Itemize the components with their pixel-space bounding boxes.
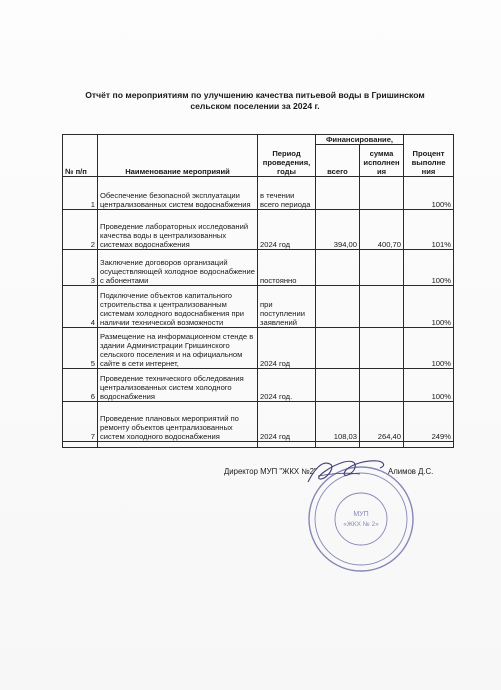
row-name: Подключение объектов капитального строительства к централизованным системам холодного водоснабжения при наличии технической возможности: [98, 286, 258, 328]
table-header-row-1: [63, 135, 454, 145]
table-row-empty: [63, 442, 454, 448]
title-line-2: сельском поселении за 2024 г.: [190, 101, 320, 111]
header-period: Период проведения, годы: [258, 135, 316, 177]
row-num: 3: [63, 250, 98, 286]
signature-underline: [318, 473, 360, 476]
row-num: 6: [63, 369, 98, 402]
row-period: постоянно: [258, 250, 316, 286]
row-executed: [360, 250, 404, 286]
row-percent: 100%: [404, 369, 454, 402]
row-total: [316, 328, 360, 369]
row-period: 2024 год: [258, 328, 316, 369]
table-row: [63, 402, 454, 442]
row-name: Заключение договоров организаций осуществляющей холодное водоснабжение с абонентами: [98, 250, 258, 286]
row-percent: 101%: [404, 210, 454, 250]
row-executed: 400,70: [360, 210, 404, 250]
row-total: [316, 250, 360, 286]
header-num: № п/п: [63, 135, 98, 177]
row-percent: 100%: [404, 328, 454, 369]
row-percent: 100%: [404, 286, 454, 328]
empty-cell: [258, 442, 316, 448]
empty-cell: [63, 442, 98, 448]
row-period: при поступлении заявлений: [258, 286, 316, 328]
empty-cell: [360, 442, 404, 448]
row-num: 4: [63, 286, 98, 328]
row-total: [316, 369, 360, 402]
row-total: [316, 286, 360, 328]
stamp-center-line-1: МУП: [353, 511, 369, 518]
row-percent: 100%: [404, 250, 454, 286]
row-name: Обеспечение безопасной эксплуатации централизованных систем водоснабжения: [98, 177, 258, 210]
row-num: 7: [63, 402, 98, 442]
row-executed: [360, 177, 404, 210]
signature-name: Алимов Д.С.: [388, 467, 434, 476]
table-row: [63, 250, 454, 286]
empty-cell: [98, 442, 258, 448]
row-total: [316, 177, 360, 210]
row-name: Проведение плановых мероприятий по ремонту объектов централизованных систем холодного водоснабжения: [98, 402, 258, 442]
row-name: Проведение технического обследования централизованных систем холодного водоснабжения: [98, 369, 258, 402]
signature-stroke: [308, 461, 384, 482]
table-row: [63, 177, 454, 210]
title-line-1: Отчёт по мероприятиям по улучшению качества питьевой воды в Гришинском: [85, 90, 425, 100]
table-row: [63, 328, 454, 369]
header-financing: Финансирование,: [316, 135, 404, 145]
header-name: Наименование мероприяий: [98, 135, 258, 177]
row-executed: [360, 328, 404, 369]
row-executed: [360, 286, 404, 328]
header-total: всего: [316, 145, 360, 177]
row-period: 2024 год: [258, 402, 316, 442]
empty-cell: [404, 442, 454, 448]
stamp-inner-ring: [335, 493, 387, 545]
report-table: [62, 134, 454, 448]
row-num: 2: [63, 210, 98, 250]
row-period: 2024 год.: [258, 369, 316, 402]
row-period: 2024 год: [258, 210, 316, 250]
stamp-center-line-2: «ЖКХ № 2»: [343, 521, 379, 528]
header-executed: сумма исполнен ия: [360, 145, 404, 177]
table-row: [63, 369, 454, 402]
row-executed: 264,40: [360, 402, 404, 442]
header-percent: Процент выполне ния: [404, 135, 454, 177]
signature-position: Директор МУП "ЖКХ №2": [224, 467, 317, 476]
row-num: 1: [63, 177, 98, 210]
table-row: [63, 210, 454, 250]
row-name: Размещение на информационном стенде в здании Администрации Гришинского сельского поселения и на официальном сайте в сети интернет,: [98, 328, 258, 369]
row-total: 394,00: [316, 210, 360, 250]
row-total: 108,03: [316, 402, 360, 442]
document-title: [80, 90, 430, 112]
row-num: 5: [63, 328, 98, 369]
row-percent: 249%: [404, 402, 454, 442]
row-executed: [360, 369, 404, 402]
row-name: Проведение лабораторных исследований качества воды в централизованных системах водоснабжения: [98, 210, 258, 250]
table-row: [63, 286, 454, 328]
row-percent: 100%: [404, 177, 454, 210]
empty-cell: [316, 442, 360, 448]
row-period: в течении всего периода: [258, 177, 316, 210]
